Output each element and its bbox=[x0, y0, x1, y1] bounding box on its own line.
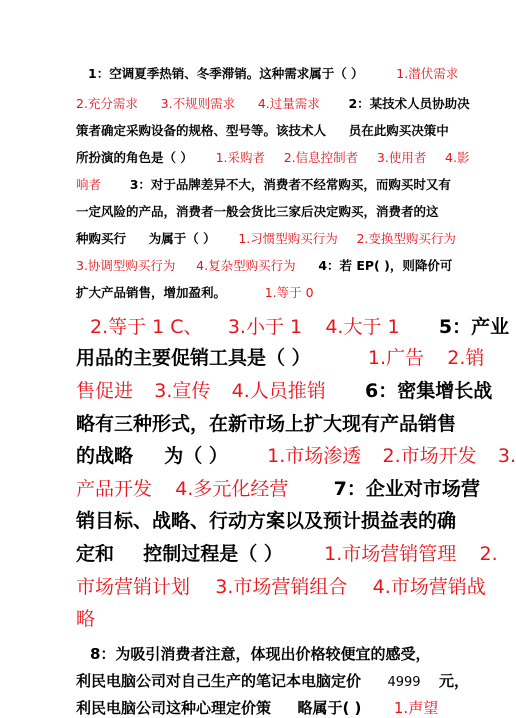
question-3-stem-b: 一定风险的产品，消费者一般会货比三家后决定购买，消费者的这 bbox=[76, 204, 439, 219]
text-line-20 bbox=[90, 643, 430, 664]
question-2-stem-d: 所扮演的角色是（ ） bbox=[76, 150, 193, 165]
option-7-3: 3.市场营销组合 bbox=[215, 576, 348, 598]
text-line-18 bbox=[76, 572, 486, 599]
question-6-stem-c: 的战略 bbox=[76, 445, 134, 467]
question-3-stem-c: 种购买行 bbox=[76, 231, 127, 246]
option-3-1: 1.习惯型购买行为 bbox=[238, 231, 338, 246]
question-7-stem-d: 控制过程是（ ） bbox=[143, 543, 283, 565]
question-8-stem-d: 利民电脑公司这种心理定价策 bbox=[76, 699, 272, 717]
option-6-1: 1.市场渗透 bbox=[267, 445, 362, 467]
option-5-1: 1.广告 bbox=[367, 347, 425, 369]
text-line-17 bbox=[76, 539, 498, 566]
text-line-16 bbox=[76, 506, 456, 533]
option-2-4: 4.影 bbox=[445, 150, 470, 165]
option-4-3: 3.小于 1 bbox=[227, 316, 303, 338]
option-8-1: 1.声望 bbox=[393, 699, 439, 717]
question-7-stem-a: 7：企业对市场营 bbox=[333, 478, 480, 500]
question-8-stem-e: 略属于( ) bbox=[297, 699, 362, 717]
text-line-2 bbox=[76, 94, 470, 112]
question-6-stem-d: 为（ ） bbox=[164, 445, 228, 467]
option-5-2-cont: 售促进 bbox=[76, 380, 134, 402]
text-line-6 bbox=[76, 202, 439, 220]
option-2-1: 1.采购者 bbox=[215, 150, 266, 165]
option-4-2: 2.等于 1 C、 bbox=[90, 316, 203, 338]
text-line-8 bbox=[76, 256, 452, 274]
question-5-stem-b: 用品的主要促销工具是（ ） bbox=[76, 347, 311, 369]
question-2-stem-b: 策者确定采购设备的规格、型号等。该技术人 bbox=[76, 123, 327, 138]
option-1-3: 3.不规则需求 bbox=[160, 96, 236, 111]
option-2-4-cont: 响者 bbox=[76, 177, 102, 192]
option-2-2: 2.信息控制者 bbox=[283, 150, 359, 165]
price-value: 4999 bbox=[387, 675, 421, 690]
option-1-2: 2.充分需求 bbox=[76, 96, 138, 111]
text-line-7 bbox=[76, 229, 456, 247]
option-4-4: 4.大于 1 bbox=[325, 316, 400, 338]
question-3-stem-d: 为属于（ ） bbox=[148, 231, 216, 246]
question-4-stem-a: 4：若 EP( )，则降价可 bbox=[318, 258, 453, 273]
option-5-2: 2.销 bbox=[447, 347, 485, 369]
question-8-stem-b: 利民电脑公司对自己生产的笔记本电脑定价 bbox=[76, 672, 362, 690]
text-line-3 bbox=[76, 121, 449, 139]
option-5-4: 4.人员推销 bbox=[231, 380, 326, 402]
text-line-13 bbox=[76, 409, 456, 436]
option-5-3: 3.宣传 bbox=[154, 380, 211, 402]
question-6-stem-a: 6：密集增长战 bbox=[365, 380, 493, 402]
option-3-2: 2.变换型购买行为 bbox=[356, 231, 456, 246]
option-7-2: 2. bbox=[479, 543, 498, 565]
text-line-11 bbox=[76, 343, 484, 370]
text-line-1 bbox=[88, 64, 458, 82]
question-2-stem-a: 2：某技术人员协助决 bbox=[348, 96, 470, 111]
option-3-3: 3.协调型购买行为 bbox=[76, 258, 176, 273]
question-5-stem-a: 5：产业 bbox=[438, 316, 510, 338]
option-7-1: 1.市场营销管理 bbox=[324, 543, 457, 565]
text-line-19 bbox=[76, 604, 95, 631]
question-2-stem-c: 员在此购买决策中 bbox=[348, 123, 449, 138]
question-4-stem-b: 扩大产品销售，增加盈利。 bbox=[76, 285, 227, 300]
option-3-4: 4.复杂型购买行为 bbox=[196, 258, 296, 273]
text-line-9 bbox=[76, 283, 314, 301]
text-line-14 bbox=[76, 441, 516, 468]
text-line-12 bbox=[76, 376, 492, 403]
option-4-1: 1.等于 0 bbox=[264, 285, 314, 300]
question-6-stem-b: 略有三种形式，在新市场上扩大现有产品销售 bbox=[76, 413, 457, 435]
option-2-3: 3.使用者 bbox=[376, 150, 427, 165]
option-6-2: 2.市场开发 bbox=[382, 445, 477, 467]
option-6-3: 3. bbox=[497, 445, 516, 467]
option-7-4-cont: 略 bbox=[76, 608, 96, 630]
text-line-22 bbox=[76, 697, 438, 718]
text-line-21 bbox=[76, 670, 469, 691]
option-6-4: 4.多元化经营 bbox=[175, 478, 289, 500]
question-7-stem-b: 销目标、战略、行动方案以及预计损益表的确 bbox=[76, 510, 457, 532]
question-7-stem-c: 定和 bbox=[76, 543, 115, 565]
text-line-15 bbox=[76, 474, 480, 501]
question-1-stem: 1：空调夏季热销、冬季滞销。这种需求属于（ ） bbox=[88, 66, 364, 81]
option-7-2-cont: 市场营销计划 bbox=[76, 576, 191, 598]
option-1-4: 4.过量需求 bbox=[257, 96, 320, 111]
text-line-10 bbox=[90, 312, 509, 339]
text-line-4 bbox=[76, 148, 469, 166]
text-line-5 bbox=[76, 175, 451, 193]
question-8-stem-a: 8：为吸引消费者注意，体现出价格较便宜的感受， bbox=[90, 645, 431, 663]
question-8-stem-c: 元， bbox=[439, 672, 470, 690]
option-7-4: 4.市场营销战 bbox=[372, 576, 486, 598]
question-3-stem-a: 3：对于品牌差异不大，消费者不经常购买，而购买时又有 bbox=[129, 177, 451, 192]
option-1-1: 1.潜伏需求 bbox=[396, 66, 459, 81]
option-6-3-cont: 产品开发 bbox=[76, 478, 153, 500]
